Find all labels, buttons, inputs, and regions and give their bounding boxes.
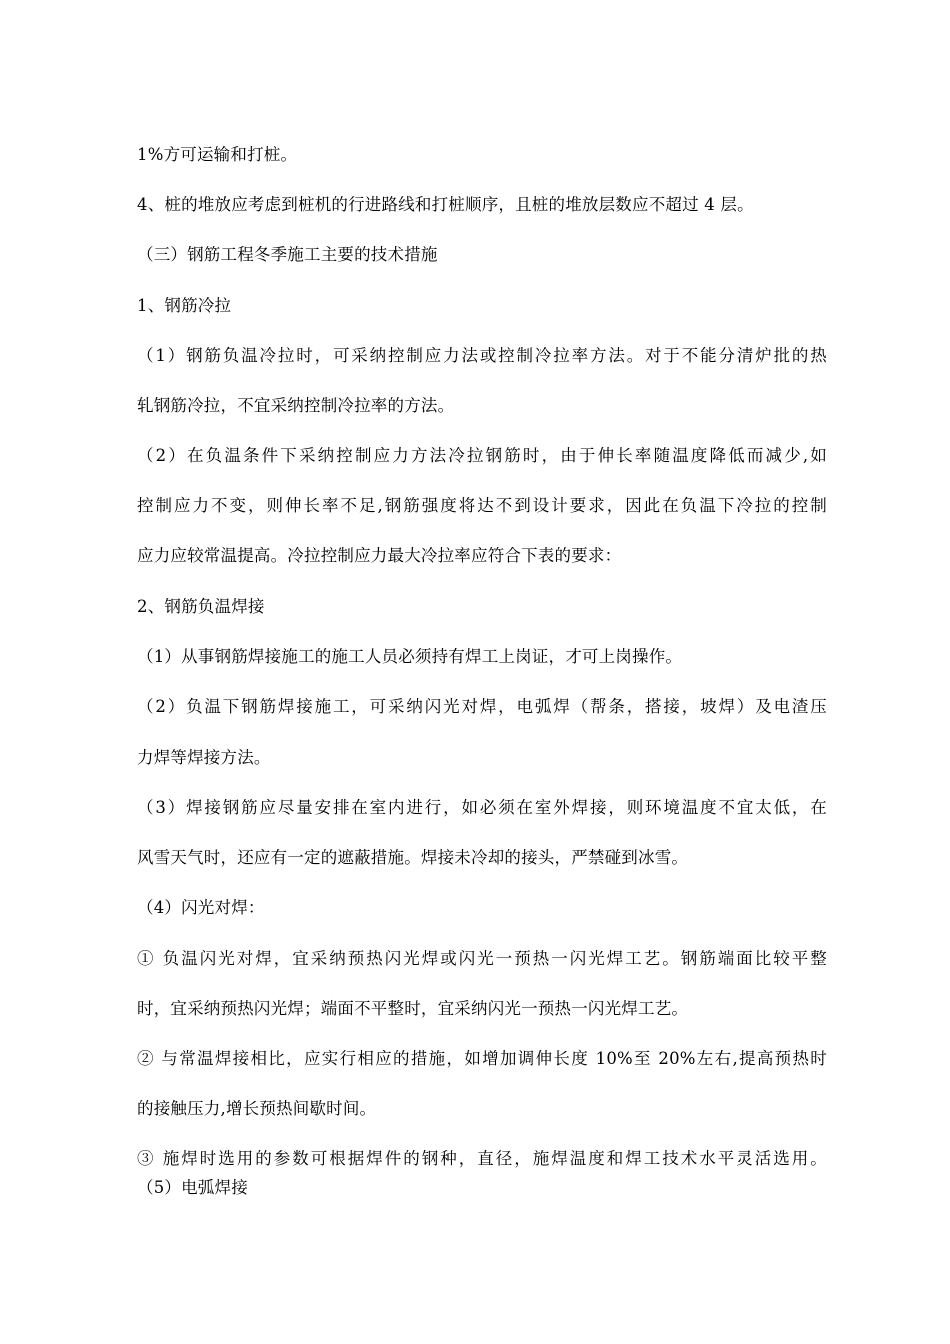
text-line-5: （1）钢筋负温冷拉时，可采纳控制应力法或控制冷拉率方法。对于不能分清炉批的热	[137, 346, 827, 365]
text-line-15: 风雪天气时，还应有一定的遮蔽措施。焊接未冷却的接头，严禁碰到冰雪。	[137, 848, 689, 867]
section-heading-rebar-winter: （三）钢筋工程冬季施工主要的技术措施	[137, 245, 438, 264]
text-line-1: 1%方可运输和打桩。	[137, 145, 298, 164]
subheading-arc-welding: （5）电弧焊接	[137, 1178, 248, 1197]
text-line-20: 的接触压力,增长预热间歇时间。	[137, 1099, 377, 1118]
text-line-21: ③ 施焊时选用的参数可根据焊件的钢种，直径，施焊温度和焊工技术水平灵活选用。	[137, 1149, 827, 1168]
text-line-9: 应力应较常温提高。冷拉控制应力最大冷拉率应符合下表的要求：	[137, 546, 622, 565]
subheading-flash-butt-welding: （4）闪光对焊：	[137, 898, 265, 917]
text-line-17: ① 负温闪光对焊，宜采纳预热闪光焊或闪光一预热一闪光焊工艺。钢筋端面比较平整	[137, 949, 827, 968]
subheading-cold-drawing: 1、钢筋冷拉	[137, 296, 232, 315]
text-line-14: （3）焊接钢筋应尽量安排在室内进行，如必须在室外焊接，则环境温度不宜太低，在	[137, 798, 827, 817]
subheading-negative-temp-welding: 2、钢筋负温焊接	[137, 597, 265, 616]
text-line-13: 力焊等焊接方法。	[137, 748, 271, 767]
text-line-12: （2）负温下钢筋焊接施工，可采纳闪光对焊，电弧焊（帮条，搭接，坡焊）及电渣压	[137, 697, 827, 716]
text-line-2: 4、桩的堆放应考虑到桩机的行进路线和打桩顺序，且桩的堆放层数应不超过 4 层。	[137, 195, 754, 214]
text-line-8: 控制应力不变，则伸长率不足,钢筋强度将达不到设计要求，因此在负温下冷拉的控制	[137, 496, 827, 515]
text-line-11: （1）从事钢筋焊接施工的施工人员必须持有焊工上岗证，才可上岗操作。	[137, 647, 683, 666]
text-line-19: ② 与常温焊接相比，应实行相应的措施，如增加调伸长度 10%至 20%左右,提高预热时	[137, 1049, 827, 1068]
text-line-18: 时，宜采纳预热闪光焊；端面不平整时，宜采纳闪光一预热一闪光焊工艺。	[137, 999, 689, 1018]
text-line-6: 轧钢筋冷拉，不宜采纳控制冷拉率的方法。	[137, 396, 455, 415]
text-line-7: （2）在负温条件下采纳控制应力方法冷拉钢筋时，由于伸长率随温度降低而减少,如	[137, 446, 827, 465]
